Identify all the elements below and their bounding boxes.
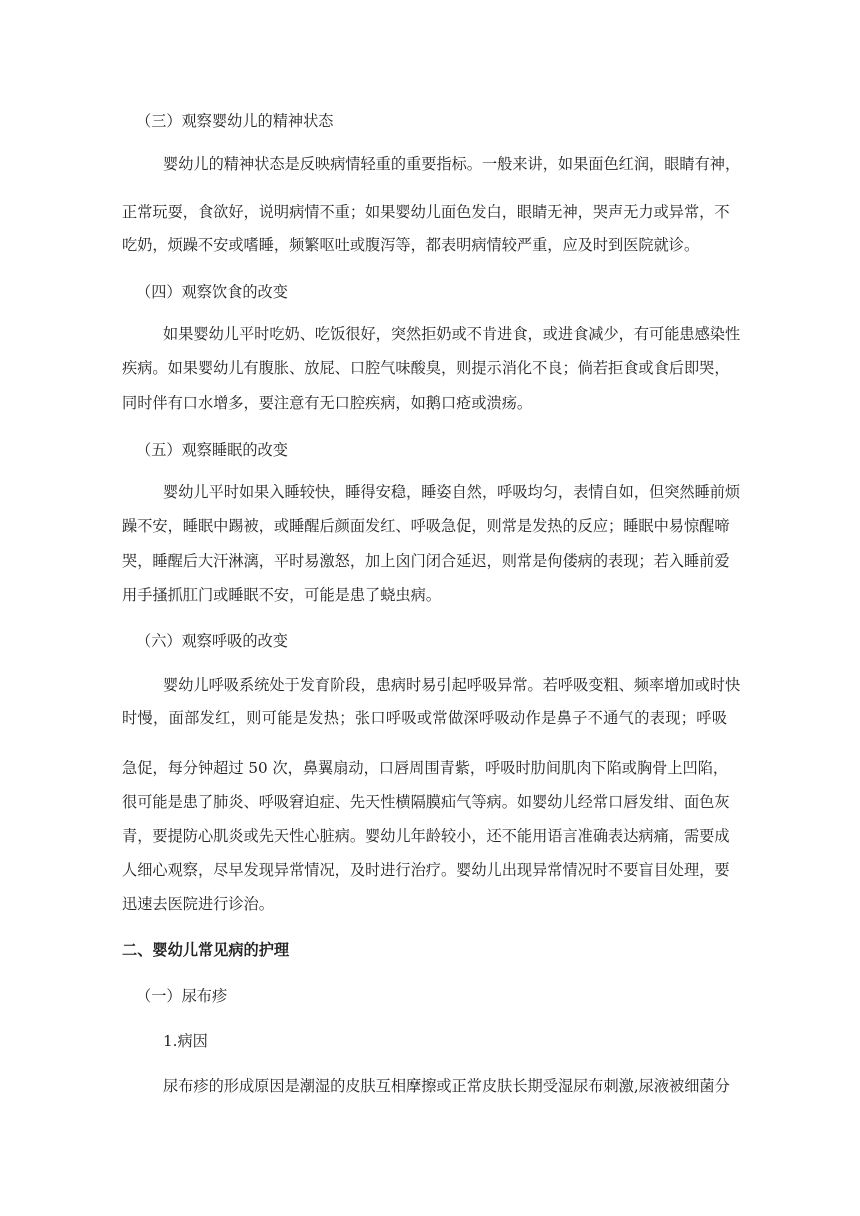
- paragraph-line: 正常玩耍，食欲好，说明病情不重；如果婴幼儿面色发白，眼睛无神，哭声无力或异常，不: [122, 203, 730, 221]
- paragraph-line: 疾病。如果婴幼儿有腹胀、放屁、口腔气味酸臭，则提示消化不良；倘若拒食或食后即哭，: [122, 359, 730, 377]
- paragraph-line: 婴幼儿的精神状态是反映病情轻重的重要指标。一般来讲，如果面色红润，眼睛有神，: [163, 155, 741, 173]
- paragraph-line: 时慢，面部发红，则可能是发热；张口呼吸或常做深呼吸动作是鼻子不通气的表现；呼吸: [122, 709, 727, 727]
- paragraph-line: 急促，每分钟超过 50 次，鼻翼扇动，口唇周围青紫，呼吸时肋间肌肉下陷或胸骨上凹陷，: [122, 759, 729, 777]
- paragraph-line: 婴幼儿呼吸系统处于发育阶段，患病时易引起呼吸异常。若呼吸变粗、频率增加或时快: [163, 676, 741, 694]
- paragraph-line: 尿布疹的形成原因是潮湿的皮肤互相摩擦或正常皮肤长期受湿尿布刺激,尿液被细菌分: [163, 1077, 730, 1095]
- subsection-heading: （一）尿布疹: [136, 987, 228, 1005]
- item-heading: 1.病因: [163, 1032, 208, 1050]
- paragraph-line: 躁不安，睡眠中踢被，或睡醒后颜面发红、呼吸急促，则常是发热的反应；睡眠中易惊醒啼: [122, 517, 730, 535]
- section-heading-4: （四）观察饮食的改变: [136, 283, 288, 301]
- paragraph-line: 青，要提防心肌炎或先天性心脏病。婴幼儿年龄较小，还不能用语言准确表达病痛，需要成: [122, 827, 730, 845]
- paragraph-line: 同时伴有口水增多，要注意有无口腔疾病，如鹅口疮或溃疡。: [122, 394, 533, 412]
- paragraph-line: 人细心观察，尽早发现异常情况，及时进行治疗。婴幼儿出现异常情况时不要盲目处理，要: [122, 861, 730, 879]
- paragraph-line: 很可能是患了肺炎、呼吸窘迫症、先天性横隔膜疝气等病。如婴幼儿经常口唇发绀、面色灰: [122, 793, 730, 811]
- paragraph-line: 迅速去医院进行诊治。: [122, 895, 274, 913]
- paragraph-line: 婴幼儿平时如果入睡较快，睡得安稳，睡姿自然，呼吸均匀，表情自如，但突然睡前烦: [163, 483, 741, 501]
- part-heading: 二、婴幼儿常见病的护理: [122, 941, 290, 959]
- section-heading-5: （五）观察睡眠的改变: [136, 441, 288, 459]
- section-heading-3: （三）观察婴幼儿的精神状态: [136, 112, 334, 130]
- paragraph-line: 如果婴幼儿平时吃奶、吃饭很好，突然拒奶或不肯进食，或进食减少，有可能患感染性: [163, 325, 741, 343]
- section-heading-6: （六）观察呼吸的改变: [136, 632, 288, 650]
- paragraph-line: 用手搔抓肛门或睡眠不安，可能是患了蛲虫病。: [122, 586, 441, 604]
- paragraph-line: 哭，睡醒后大汗淋漓，平时易激怒，加上囟门闭合延迟，则常是佝偻病的表现；若入睡前爱: [122, 552, 730, 570]
- paragraph-line: 吃奶，烦躁不安或嗜睡，频繁呕吐或腹泻等，都表明病情较严重，应及时到医院就诊。: [122, 236, 700, 254]
